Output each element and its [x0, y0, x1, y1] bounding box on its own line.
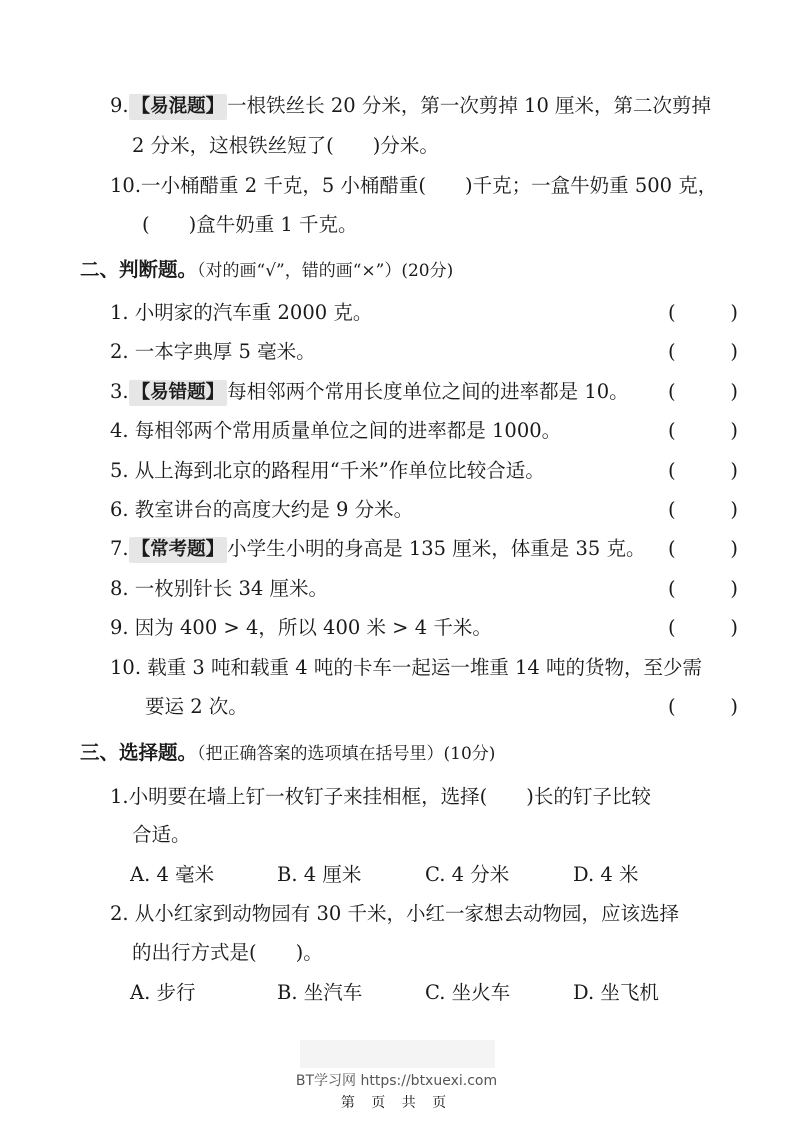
choice-heading-title: 三、选择题。 — [80, 741, 198, 764]
fill-q9-text: 一根铁丝长 20 分米，第一次剪掉 10 厘米，第二次剪掉 — [227, 94, 712, 117]
choice-q1-line2: 合适。 — [132, 823, 191, 846]
choice-q1-line1: 1.小明要在墙上钉一枚钉子来挂相框，选择( )长的钉子比较 — [110, 785, 651, 808]
fill-q10-line2: ( )盒牛奶重 1 千克。 — [142, 213, 358, 236]
judge-section-heading — [80, 257, 453, 284]
choice-q2-line1: 2. 从小红家到动物园有 30 千米，小红一家想去动物园，应该选择 — [110, 902, 680, 925]
choice-q1-option-a: A. 4 毫米 — [130, 863, 215, 886]
fill-q9-line1 — [110, 93, 711, 120]
judge-heading-title: 二、判断题。 — [80, 258, 198, 281]
choice-q2-option-d: D. 坐飞机 — [573, 981, 659, 1004]
judge-item-7: 7. 【常考题】 小学生小明的身高是 135 厘米，体重是 35 克。 — [110, 536, 645, 563]
footer-page-number: 第 页 共 页 — [340, 1095, 453, 1111]
choice-q2-line2: 的出行方式是( )。 — [132, 941, 323, 964]
choice-q1-option-c: C. 4 分米 — [425, 863, 510, 886]
question-tag: 【易混题】 — [129, 94, 228, 120]
judge-item-8: 8. 一枚别针长 34 厘米。 — [110, 577, 329, 600]
fill-q9-line2: 2 分米，这根铁丝短了( )分米。 — [132, 134, 439, 157]
question-tag: 【易错题】 — [129, 380, 228, 406]
footer-source: BT学习网 https://btxuexi.com — [295, 1073, 498, 1089]
fill-q10-line1: 10.一小桶醋重 2 千克，5 小桶醋重( )千克；一盒牛奶重 500 克， — [110, 174, 718, 197]
choice-q2-option-b: B. 坐汽车 — [277, 981, 363, 1004]
choice-q2-option-c: C. 坐火车 — [425, 981, 511, 1004]
fill-q9-number: 9. — [110, 94, 129, 117]
choice-q2-option-a: A. 步行 — [130, 981, 196, 1004]
scan-smudge — [300, 1040, 495, 1068]
judge-heading-note: （对的画“√”，错的画“×”）(20分) — [197, 261, 454, 281]
choice-q1-option-b: B. 4 厘米 — [277, 863, 362, 886]
judge-item-10: 10. 载重 3 吨和载重 4 吨的卡车一起运一堆重 14 吨的货物，至少需 — [110, 656, 703, 679]
choice-q1-option-d: D. 4 米 — [573, 863, 639, 886]
choice-heading-note: （把正确答案的选项填在括号里）(10分) — [197, 744, 496, 764]
question-tag: 【常考题】 — [129, 537, 228, 563]
judge-item-3: 3. 【易错题】 每相邻两个常用长度单位之间的进率都是 10。 — [110, 379, 629, 406]
judge-item-1: 1. 小明家的汽车重 2000 克。 — [110, 301, 373, 324]
judge-item-2: 2. 一本字典厚 5 毫米。 — [110, 340, 316, 363]
judge-item-9: 9. 因为 400 > 4，所以 400 米 > 4 千米。 — [110, 616, 492, 639]
judge-item-10-cont: 要运 2 次。 — [145, 695, 248, 718]
judge-item-6: 6. 教室讲台的高度大约是 9 分米。 — [110, 498, 414, 521]
judge-item-4: 4. 每相邻两个常用质量单位之间的进率都是 1000。 — [110, 419, 562, 442]
choice-section-heading — [80, 740, 495, 767]
judge-item-5: 5. 从上海到北京的路程用“千米”作单位比较合适。 — [110, 459, 545, 482]
